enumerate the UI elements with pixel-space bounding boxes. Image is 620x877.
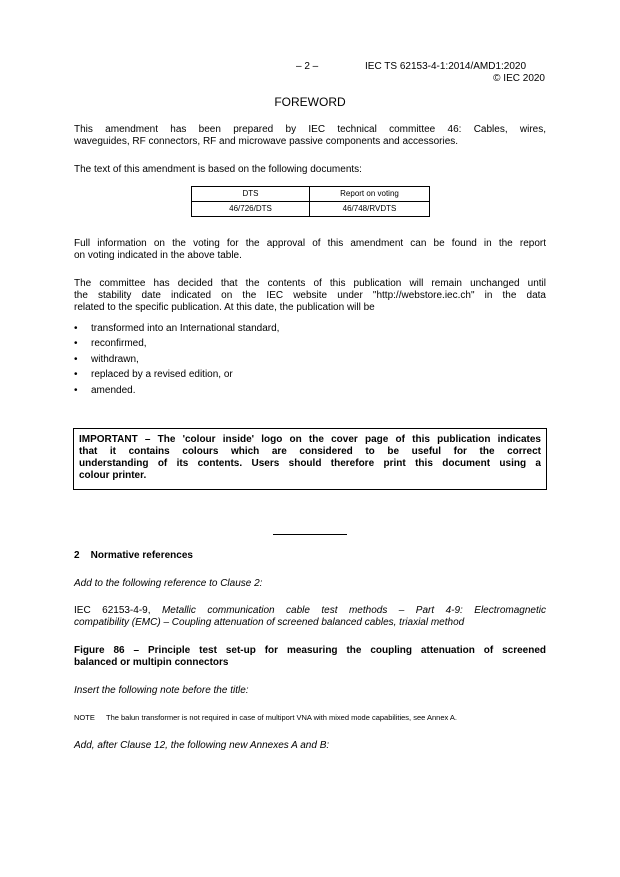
reference-title: Metallic communication cable test methods – Part 4-9: Electromagnetic <box>161 605 546 616</box>
foreword-para1-line1: This amendment has been prepared by IEC technical committee 46: Cables, wires, <box>74 124 546 135</box>
bullet-icon: • <box>74 369 78 381</box>
figure-instruction: Insert the following note before the title: <box>74 685 249 696</box>
list-item: • replaced by a revised edition, or <box>74 369 233 381</box>
foreword-para3-line1: Full information on the voting for the approval of this amendment can be found in the report <box>74 238 546 249</box>
foreword-para2: The text of this amendment is based on the following documents: <box>74 164 362 175</box>
reference-line2: compatibility (EMC) – Coupling attenuation of screened balanced cables, triaxial method <box>74 617 465 628</box>
foreword-para4-line3: related to the specific publication. At this date, the publication will be <box>74 302 375 313</box>
foreword-para4-line2: the stability date indicated on the IEC website under "http://webstore.iec.ch" in the data <box>74 290 546 301</box>
list-item: • transformed into an International standard, <box>74 323 280 334</box>
bullet-icon: • <box>74 353 78 365</box>
note-text: The balun transformer is not required in case of multiport VNA with mixed mode capabilities, see Annex A. <box>106 713 458 722</box>
list-item: • amended. <box>74 384 136 396</box>
figure-title-line2: balanced or multipin connectors <box>74 657 229 668</box>
annexes-instruction: Add, after Clause 12, the following new Annexes A and B: <box>74 740 330 751</box>
table-cell-dts: 46/726/DTS <box>192 202 310 217</box>
important-line2: that it contains colours which are considered to be useful for the correct <box>79 446 541 457</box>
figure-title-line1: Figure 86 – Principle test set-up for measuring the coupling attenuation of screened <box>74 645 546 656</box>
section-instruction: Add to the following reference to Clause 2: <box>74 578 263 589</box>
outcome-list <box>74 323 546 400</box>
foreword-para1-line2: waveguides, RF connectors, RF and microwave passive components and accessories. <box>74 136 459 147</box>
bullet-icon: • <box>74 384 78 396</box>
reference-id: IEC 62153-4-9, <box>74 605 151 616</box>
copyright-notice: © IEC 2020 <box>493 73 545 84</box>
page-number: – 2 – <box>296 61 319 72</box>
table-header-report: Report on voting <box>310 187 430 202</box>
separator-line <box>273 534 347 535</box>
standard-identifier: IEC TS 62153-4-1:2014/AMD1:2020 <box>365 61 527 72</box>
table-header-row <box>192 187 430 202</box>
note-label: NOTE <box>74 713 95 722</box>
foreword-para4-line1: The committee has decided that the contents of this publication will remain unchanged until <box>74 278 546 289</box>
foreword-para3-line2: on voting indicated in the above table. <box>74 250 242 261</box>
section-heading: 2 Normative references <box>74 550 193 561</box>
list-item: • reconfirmed, <box>74 338 147 350</box>
table-row <box>192 202 430 217</box>
important-line1: IMPORTANT – The 'colour inside' logo on the cover page of this publication indicates <box>79 434 541 445</box>
table-cell-rvdts: 46/748/RVDTS <box>310 202 430 217</box>
list-item: • withdrawn, <box>74 353 139 365</box>
bullet-icon: • <box>74 338 78 350</box>
important-line3: understanding of its contents. Users should therefore print this document using a <box>79 458 541 469</box>
foreword-title: FOREWORD <box>274 95 346 109</box>
table-header-dts: DTS <box>192 187 310 202</box>
reference-line1 <box>74 605 546 617</box>
note <box>74 713 457 722</box>
bullet-icon: • <box>74 323 78 334</box>
important-line4: colour printer. <box>79 470 147 481</box>
documents-table <box>191 186 430 217</box>
important-notice-box <box>73 428 547 490</box>
